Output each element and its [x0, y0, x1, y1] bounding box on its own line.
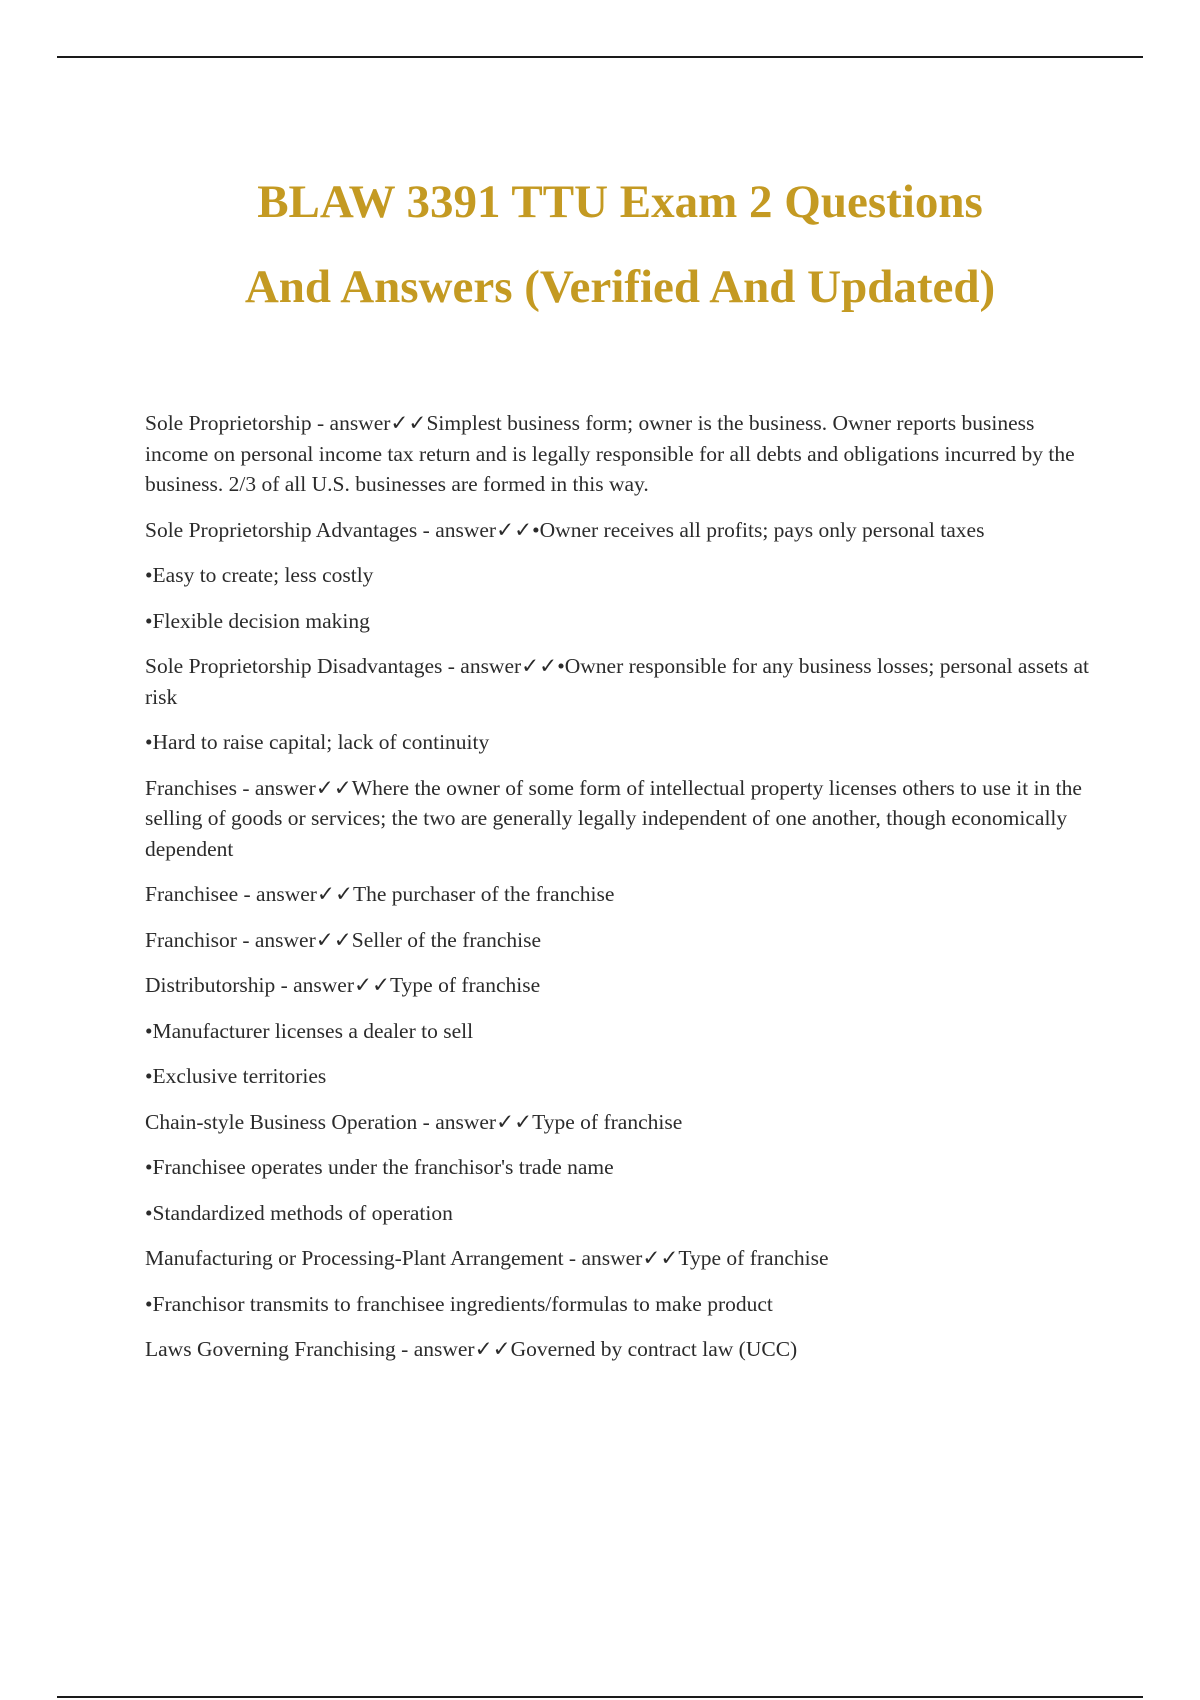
paragraph: Sole Proprietorship Disadvantages - answer✓✓•Owner responsible for any business losses; personal assets at risk [145, 654, 1089, 709]
top-divider [57, 56, 1143, 58]
title-line-2: And Answers (Verified And Updated) [244, 261, 996, 313]
document-body [145, 408, 1090, 1380]
bottom-divider [57, 1696, 1143, 1698]
document-title [0, 160, 1200, 330]
paragraph: Laws Governing Franchising - answer✓✓Governed by contract law (UCC) [145, 1337, 798, 1361]
paragraph: Manufacturing or Processing-Plant Arrangement - answer✓✓Type of franchise [145, 1246, 829, 1270]
paragraph: •Exclusive territories [145, 1064, 327, 1088]
paragraph: •Hard to raise capital; lack of continuity [145, 730, 490, 754]
paragraph: •Franchisee operates under the franchisor's trade name [145, 1155, 614, 1179]
paragraph: Sole Proprietorship Advantages - answer✓✓•Owner receives all profits; pays only personal taxes [145, 517, 985, 542]
paragraph: •Manufacturer licenses a dealer to sell [145, 1018, 474, 1043]
paragraph: Franchisor - answer✓✓Seller of the franchise [145, 927, 542, 952]
paragraph: Chain-style Business Operation - answer✓✓Type of franchise [145, 1109, 683, 1134]
paragraph: •Franchisor transmits to franchisee ingredients/formulas to make product [145, 1291, 773, 1316]
paragraph: Franchisee - answer✓✓The purchaser of the franchise [145, 882, 615, 906]
title-line-1: BLAW 3391 TTU Exam 2 Questions [257, 176, 983, 228]
paragraph: Sole Proprietorship - answer✓✓Simplest business form; owner is the business. Owner reports business income on personal income tax return and is legally responsible for all debts and obligations incurred by the business. 2/3 of all U.S. businesses are formed in this way. [145, 411, 1075, 496]
paragraph: Distributorship - answer✓✓Type of franchise [145, 973, 541, 997]
paragraph: •Standardized methods of operation [145, 1200, 453, 1225]
paragraph: •Flexible decision making [145, 608, 370, 633]
paragraph: Franchises - answer✓✓Where the owner of some form of intellectual property licenses others to use it in the selling of goods or services; the two are generally legally independent of one another, though economically dependent [145, 775, 1082, 861]
paragraph: •Easy to create; less costly [145, 563, 374, 587]
